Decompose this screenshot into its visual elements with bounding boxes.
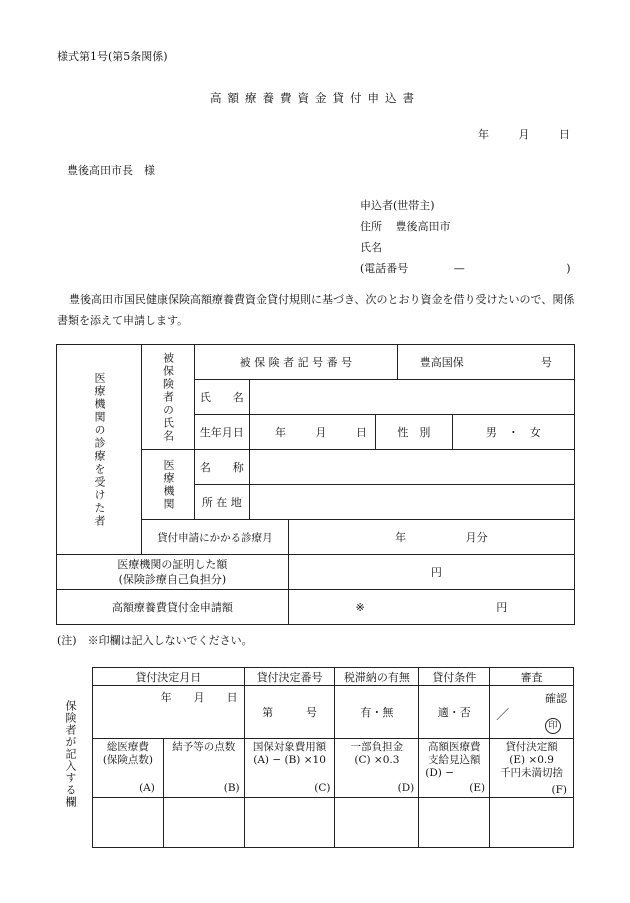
calc-a-l2: (保険点数): [102, 754, 154, 766]
calc-e-l1: 高額医療費: [427, 741, 481, 753]
calc-e-l2: 支給見込額: [427, 754, 481, 766]
certified-label-2: (保険診療自己負担分): [118, 573, 227, 586]
body-text: 豊後高田市国民健康保険高額療養費資金貸付規則に基づき、次のとおり資金を借り受けたいので、関係書類を添えて申請します。: [57, 293, 575, 327]
applicant-phone: [360, 258, 571, 279]
calc-input-e[interactable]: [419, 798, 490, 848]
name-field[interactable]: [249, 380, 574, 415]
calc-e-mark: (E): [469, 782, 486, 794]
loan-mark: ※: [355, 601, 365, 614]
header-loan-condition: 貸付条件: [419, 668, 490, 686]
decision-number-field[interactable]: 第 号: [244, 686, 335, 739]
tax-arrears-field[interactable]: 有・無: [335, 686, 419, 739]
patient-info-table: [56, 344, 575, 625]
symbol-number-label: 被 保 険 者 記 号 番 号: [195, 345, 398, 380]
sex-label: 性 別: [376, 415, 453, 450]
dob-year: 年: [275, 426, 287, 439]
application-date: [478, 126, 570, 142]
header-decision-number: 貸付決定番号: [244, 668, 335, 686]
symbol-number-field[interactable]: [397, 345, 574, 380]
calc-d-mark: (D): [397, 782, 415, 794]
calc-c-l2: (A) − (B) ×10: [253, 754, 326, 766]
calc-f-l3: 千円未満切捨: [500, 767, 564, 779]
calc-input-d[interactable]: [335, 798, 419, 848]
treatment-month: 月分: [465, 531, 488, 544]
dob-label: 生年月日: [195, 415, 250, 450]
form-number: 様式第1号(第5条関係): [57, 50, 168, 63]
confirm-label: 確認: [545, 692, 567, 705]
calc-f-l1: 貸付決定額: [505, 741, 558, 753]
patient-side-label-cell: [57, 345, 142, 555]
header-decision-date: 貸付決定月日: [93, 668, 245, 686]
certified-yen: 円: [430, 566, 442, 579]
calc-input-f[interactable]: [490, 798, 574, 848]
dob-day: 日: [356, 426, 368, 439]
date-day: 日: [559, 128, 570, 141]
calc-b-mark: (B): [223, 782, 240, 794]
header-tax-arrears: 税滞納の有無: [335, 668, 419, 686]
calc-b-l1: 結予等の点数: [172, 741, 236, 753]
institution-label: 医療機関: [162, 458, 175, 511]
dob-field[interactable]: [249, 415, 375, 450]
certified-label-1: 医療機関の証明した額: [117, 558, 228, 571]
seal-icon: [545, 718, 561, 734]
calc-c-mark: (C): [314, 782, 331, 794]
phone-label: (電話番号: [360, 262, 409, 275]
form-title: 高額療養費資金貸付申込書: [210, 91, 420, 105]
applicant-address: [360, 216, 571, 237]
treatment-month-label: 貸付申請にかかる診療月: [142, 520, 289, 555]
number-suffix: 号: [541, 356, 552, 369]
address-label: 住所: [360, 220, 382, 233]
loan-condition-field[interactable]: 適・否: [419, 686, 490, 739]
calc-cell-c: [244, 739, 335, 798]
calc-d-l1: 一部負担金: [350, 741, 404, 753]
calc-input-b[interactable]: [163, 798, 244, 848]
applicant-block: [360, 195, 571, 279]
calc-input-c[interactable]: [244, 798, 335, 848]
inst-address-field[interactable]: [249, 485, 574, 520]
decision-date-field[interactable]: [93, 686, 245, 739]
sex-options[interactable]: 男 ・ 女: [452, 415, 574, 450]
calc-cell-a: [93, 739, 164, 798]
institution-label-cell: [142, 450, 195, 520]
treatment-year: 年: [395, 531, 407, 544]
calc-f-mark: (F): [551, 784, 567, 796]
calc-input-a[interactable]: [93, 798, 164, 848]
calc-cell-d: [335, 739, 419, 798]
inst-address-label: 所 在 地: [195, 485, 250, 520]
patient-side-label: 医療機関の診療を受けた者: [93, 371, 106, 528]
calc-d-l2: (C) ×0.3: [354, 754, 400, 766]
insurer-side-label: 保険者が記入する欄: [64, 700, 77, 808]
inst-name-label: 名 称: [195, 450, 250, 485]
calc-a-mark: (A): [139, 782, 155, 794]
certified-label-cell: [57, 555, 289, 590]
name-label: 氏 名: [195, 380, 250, 415]
calc-c-l1: 国保対象費用額: [252, 741, 327, 753]
calc-e-l3: (D) −: [425, 767, 455, 779]
address-value: 豊後高田市: [395, 220, 451, 233]
applicant-label: 申込者(世帯主): [360, 199, 435, 212]
review-field[interactable]: [490, 686, 574, 739]
symbol-prefix: 豊高国保: [419, 356, 464, 369]
check-slash: ／: [496, 708, 510, 723]
certified-amount-field[interactable]: [288, 555, 574, 590]
insurer-table: [92, 667, 574, 848]
insured-label: 被保険者の氏名: [161, 351, 175, 443]
phone-dash: —: [453, 262, 465, 275]
loan-amount-field[interactable]: [288, 590, 574, 625]
calc-a-l1: 総医療費: [106, 741, 149, 753]
dob-month: 月: [315, 426, 327, 439]
calc-f-l2: (E) ×0.9: [509, 754, 554, 766]
seal-text: 印: [548, 721, 558, 731]
addressee: 豊後高田市長 様: [67, 164, 155, 177]
applicant-name-label: 氏名: [360, 241, 382, 254]
date-month: 月: [518, 128, 530, 141]
insured-label-cell: [142, 345, 195, 450]
date-year: 年: [478, 128, 489, 141]
calc-cell-b: [163, 739, 244, 798]
loan-amount-label: 高額療養費貸付金申請額: [57, 590, 289, 625]
treatment-month-field[interactable]: [288, 520, 574, 555]
inst-name-field[interactable]: [249, 450, 574, 485]
loan-yen: 円: [496, 601, 508, 614]
note: (注) ※印欄は記入しないでください。: [57, 634, 253, 647]
header-review: 審査: [490, 668, 574, 686]
calc-cell-e: [419, 739, 490, 798]
calc-cell-f: [490, 739, 574, 798]
decision-date-ymd: 年 月 日: [160, 691, 238, 704]
phone-close: ): [566, 262, 571, 275]
